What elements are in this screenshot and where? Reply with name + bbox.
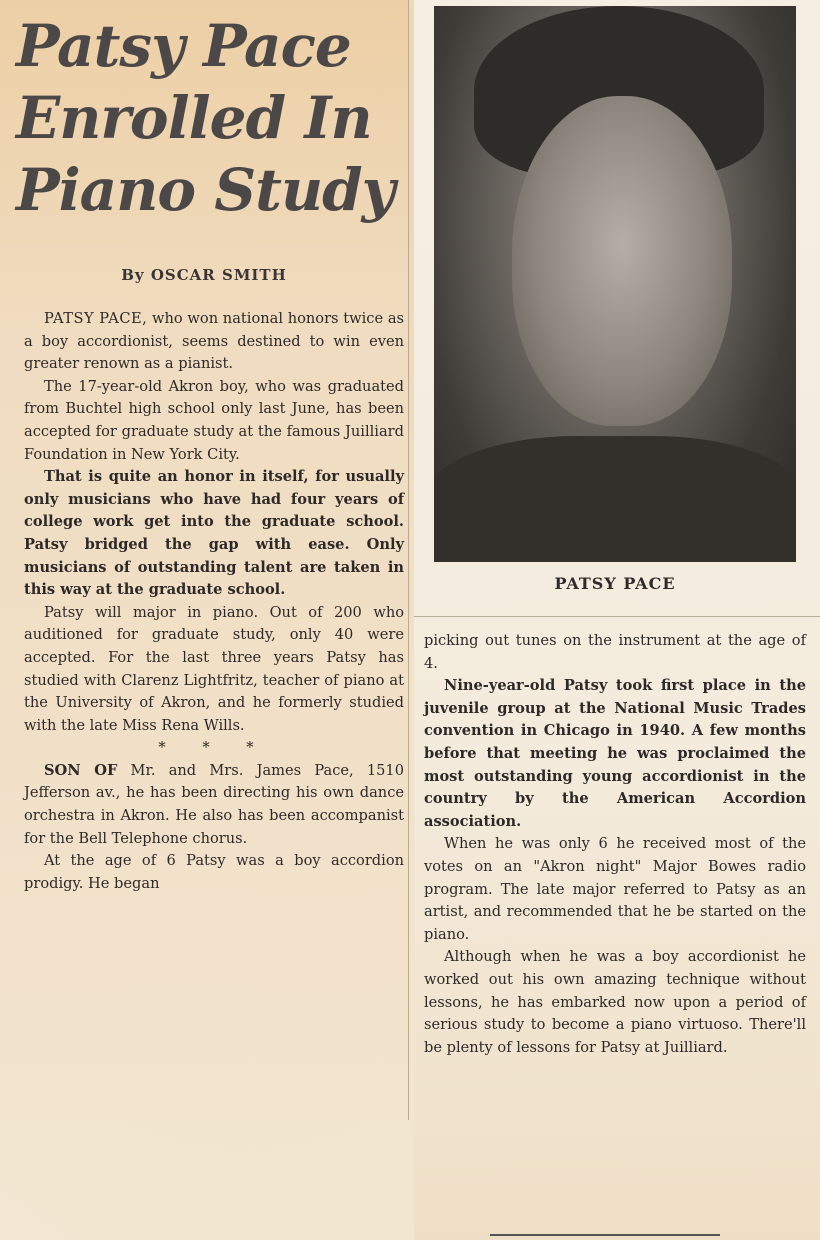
photo-caption: PATSY PACE	[554, 574, 676, 593]
paragraph-5	[24, 760, 404, 850]
article-body-left	[24, 308, 404, 895]
paragraph-7: picking out tunes on the instrument at the age of 4.	[424, 632, 806, 672]
headline	[16, 10, 408, 226]
photo-face	[512, 96, 732, 426]
headline-line-3: Piano Study	[16, 156, 395, 224]
photo-shoulders	[434, 436, 796, 562]
paragraph-2: The 17-year-old Akron boy, who was graduated from Buchtel high school only last June, has been accepted for graduate study at the famous Juilliard Foundation in New York City.	[24, 377, 404, 463]
end-rule	[490, 1234, 720, 1236]
paragraph-4: Patsy will major in piano. Out of 200 who auditioned for graduate study, only 40 were accepted. For the last three years Patsy has studied with Clarenz Lightfritz, teacher of piano at the University of Akron, and he formerly studied with the late Miss Rena Wills.	[24, 603, 404, 734]
headline-line-2: Enrolled In	[16, 84, 372, 152]
lead-in: SON OF	[44, 761, 118, 779]
paragraph-6: At the age of 6 Patsy was a boy accordion prodigy. He began	[24, 852, 404, 892]
lead-in: PATSY PACE,	[44, 310, 148, 327]
paragraph-3: That is quite an honor in itself, for usually only musicians who have had four years of college work get into the graduate school. Patsy bridged the gap with ease. Only musicians of outstanding talent are taken in this way at the graduate school.	[24, 468, 404, 599]
paragraph-10: Although when he was a boy accordionist he worked out his own amazing technique without lessons, he has embarked now upon a period of serious study to become a piano virtuoso. There'll be plenty of lessons for Patsy at Juilliard.	[424, 948, 806, 1056]
paragraph-text: Mr. and Mrs. James Pace, 1510 Jefferson av., he has been directing his own dance orchestra in Akron. He also has been accompanist for the Bell Telephone chorus.	[24, 761, 405, 847]
paragraph-8: Nine-year-old Patsy took first place in the juvenile group at the National Music Trades convention in Chicago in 1940. A few months before that meeting he was proclaimed the most outstanding young accordionist in the country by the American Accordion association.	[424, 677, 806, 830]
paragraph-1	[24, 308, 404, 376]
column-divider	[414, 616, 820, 617]
article-body-right	[424, 630, 806, 1059]
paragraph-text: who won national honors twice as a boy accordionist, seems destined to win even greater renown as a pianist.	[24, 310, 405, 373]
paragraph-9: When he was only 6 he received most of the votes on an "Akron night" Major Bowes radio program. The late major referred to Patsy as an artist, and recommended that he be started on the piano.	[424, 835, 806, 943]
portrait-photo	[434, 6, 796, 562]
byline: By OSCAR SMITH	[121, 266, 287, 284]
headline-line-1: Patsy Pace	[16, 12, 351, 80]
section-break-stars: * * *	[158, 739, 270, 757]
